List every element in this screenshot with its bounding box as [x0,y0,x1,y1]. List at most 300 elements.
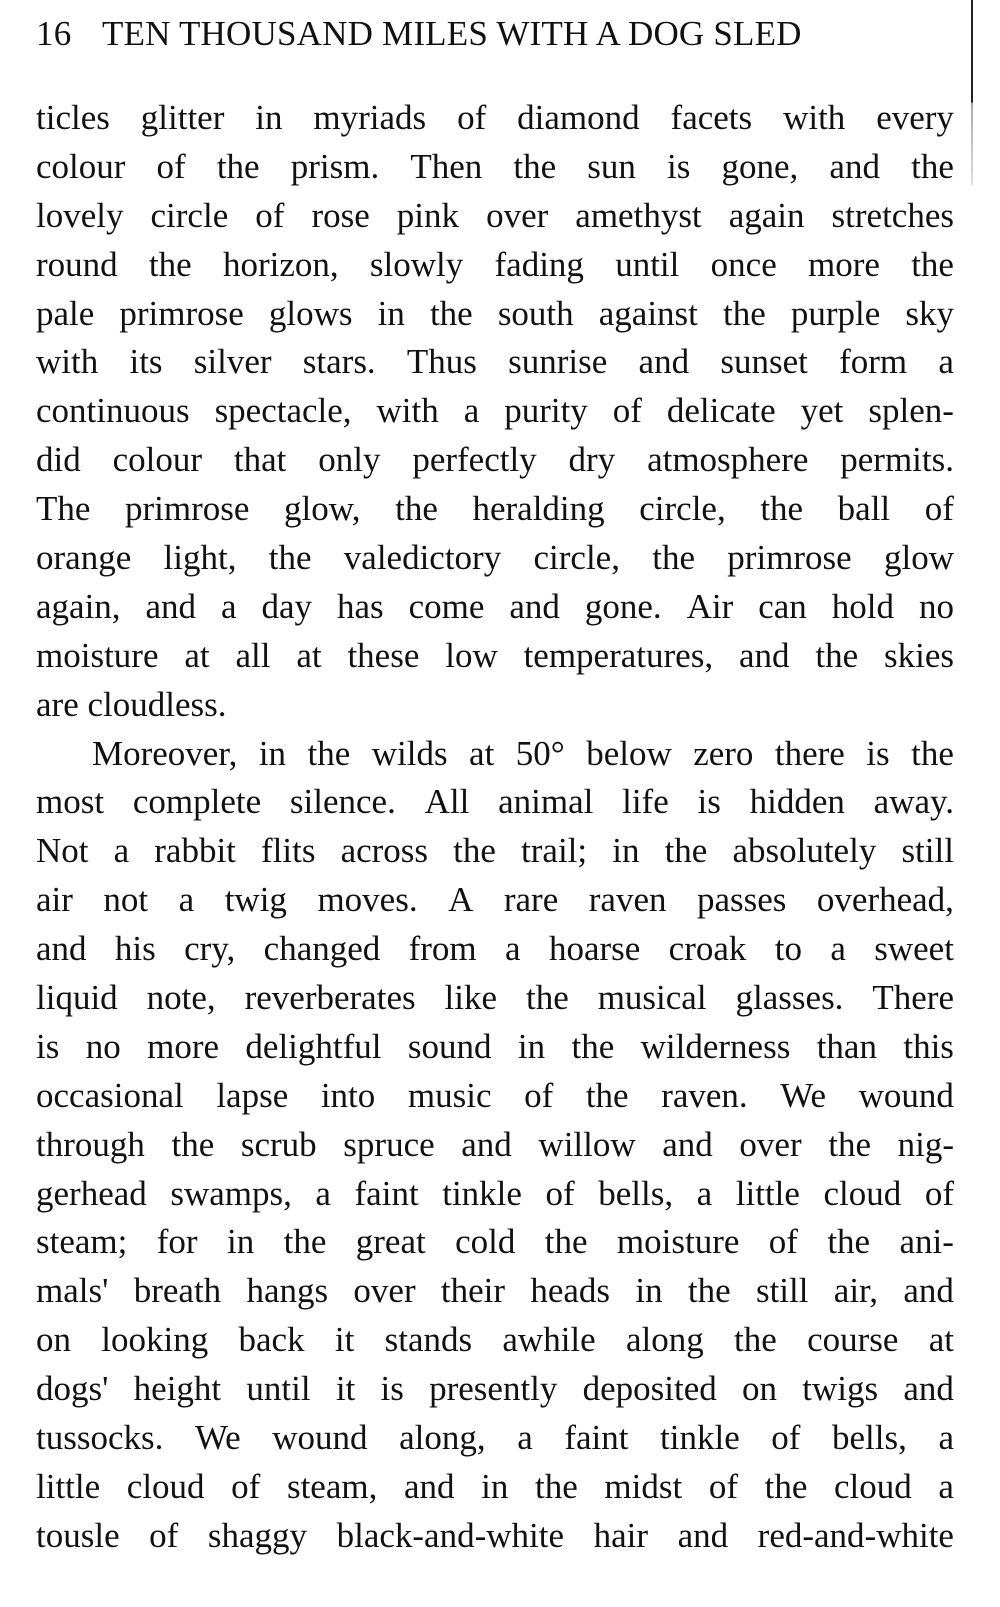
word: horizon, [222,244,339,284]
word: delicate [666,391,776,431]
word: at [184,635,210,675]
word: sunset [720,342,808,382]
book-page [36,14,954,1561]
text-line [36,876,954,925]
word: of [457,98,487,137]
word: still [901,831,954,871]
word: rabbit [154,831,236,871]
word: the [911,146,954,186]
word: at [296,635,322,675]
word: little [36,1466,101,1506]
word: that [233,440,287,480]
word: faint [354,1173,419,1213]
word: wilderness [640,1026,791,1066]
word: and [829,146,880,186]
word: heads [530,1271,611,1311]
word: absolutely [732,831,877,871]
word: tussocks. [36,1418,164,1458]
word: of [771,1418,801,1458]
word: than [816,1026,877,1066]
word: We [780,1075,827,1115]
word: the [911,733,954,773]
word: a [221,586,237,626]
word: a [113,831,130,871]
word: myriads [313,98,427,137]
text-line: are cloudless. [36,684,227,724]
word: life [622,782,669,822]
word: most [36,782,105,822]
word: temperatures, [523,635,714,675]
word: steam, [286,1466,378,1506]
word: atmosphere [647,440,809,480]
word: pale [36,293,95,333]
word: valedictory [343,538,502,578]
word: again [728,195,805,235]
word: in [517,1026,546,1066]
text-line [36,1365,954,1414]
word: the [828,1124,871,1164]
word: course [807,1320,899,1360]
word: a [178,880,195,920]
word: the [525,978,569,1018]
word: hoarse [548,929,641,969]
word: occasional [36,1075,184,1115]
word: the [764,1466,808,1506]
word: primrose [119,293,244,333]
word: Then [410,146,483,186]
word: once [710,244,777,284]
word: twig [224,880,287,920]
word: raven [588,880,667,920]
text-line [36,192,954,241]
text-line [36,387,954,436]
body-text [36,94,954,1561]
word: the [544,1222,588,1262]
word: Moreover, [92,733,238,773]
running-head-title: TEN THOUSAND MILES WITH A DOG SLED [102,14,802,53]
word: delightful [245,1026,382,1066]
word: no [918,586,954,626]
word: cold [455,1222,516,1262]
word: skies [883,635,954,675]
word: for [156,1222,198,1262]
word: changed [263,929,381,969]
word: raven. [661,1075,748,1115]
word: across [340,831,429,871]
word: has [337,586,384,626]
word: of [149,1515,179,1555]
word: and [903,1369,954,1409]
word: trail; [521,831,588,871]
word: Thus [406,342,477,382]
word: in [226,1222,255,1262]
word: away. [873,782,954,822]
word: moisture [36,635,159,675]
word: of [924,489,954,529]
word: primrose [727,538,852,578]
word: on [36,1320,71,1360]
word: the [535,1466,578,1506]
text-line [36,241,954,290]
text-line [36,1121,954,1170]
word: stands [384,1320,473,1360]
page-number: 16 [36,14,72,53]
word: cloud [126,1466,205,1506]
word: animal [498,782,594,822]
word: to [774,929,802,969]
word: along [625,1320,704,1360]
word: glasses. [735,978,844,1018]
word: of [768,1222,798,1262]
word: and [36,929,87,969]
word: light, [163,538,237,578]
word: a [315,1173,331,1213]
word: sunrise [508,342,608,382]
word: A [448,880,474,920]
text-line [36,1414,954,1463]
word: silence. [289,782,396,822]
word: the [687,1271,731,1311]
word: tinkle [660,1418,740,1458]
word: of [612,391,642,431]
word: sound [407,1026,492,1066]
word: note, [146,978,216,1018]
word: bells, [598,1173,674,1213]
word: along, [399,1418,486,1458]
word: overhead, [816,880,954,920]
word: the [395,489,438,529]
word: into [320,1075,376,1115]
word: There [872,978,954,1018]
word: in [258,733,287,773]
text-line [36,583,954,632]
word: glitter [140,98,225,137]
running-head [36,14,954,66]
word: again, [36,586,121,626]
word: musical [597,978,707,1018]
word: Not [36,831,89,871]
word: a [938,342,954,382]
word: scrub [240,1124,317,1164]
word: stars. [302,342,376,382]
word: a [463,391,480,431]
word: a [830,929,846,969]
word: moisture [616,1222,740,1262]
word: all [235,635,271,675]
word: from [408,929,477,969]
word: come [408,586,485,626]
word: over [353,1271,416,1311]
word: a [505,929,521,969]
text-line [36,1072,954,1121]
word: orange [36,538,132,578]
word: wound [858,1075,954,1115]
word: silver [193,342,272,382]
word: reverberates [244,978,416,1018]
word: this [903,1026,954,1066]
word: twigs [802,1369,879,1409]
word: the [664,831,708,871]
word: it [334,1320,355,1360]
word: tousle [36,1515,120,1555]
word: black-and-white [336,1515,565,1555]
word: only [318,440,381,480]
text-line [36,1267,954,1316]
word: the [734,1320,777,1360]
word: in [612,831,640,871]
word: at [928,1320,954,1360]
word: height [133,1369,222,1409]
word: until [615,244,680,284]
word: midst [604,1466,683,1506]
word: over [739,1124,802,1164]
word: permits. [840,440,954,480]
word: hangs [246,1271,329,1311]
word: amethyst [575,195,702,235]
word: gone, [721,146,799,186]
word: it [335,1369,356,1409]
word: below [586,733,672,773]
word: spectacle, [214,391,352,431]
word: every [876,98,954,137]
word: hidden [749,782,845,822]
word: bells, [832,1418,907,1458]
word: fading [494,244,584,284]
word: and [638,342,690,382]
word: of [255,195,285,235]
text-line [36,1170,954,1219]
word: is [866,733,890,773]
word: the [652,538,696,578]
text-line [36,827,954,876]
word: cry, [184,929,236,969]
word: against [598,293,698,333]
text-line [36,338,954,387]
text-line [36,632,954,681]
word: continuous [36,391,190,431]
word: colour [112,440,203,480]
word: glow, [284,489,361,529]
page-edge-shadow [971,0,973,185]
word: music [407,1075,492,1115]
word: hold [831,586,894,626]
word: is [667,146,691,186]
word: of [231,1466,261,1506]
word: willow [538,1124,636,1164]
word: ticles [36,98,110,137]
word: swamps, [170,1173,292,1213]
word: the [268,538,312,578]
word: more [147,1026,220,1066]
word: the [148,244,192,284]
word: dry [568,440,616,480]
text-line [36,436,954,485]
word: form [839,342,908,382]
word: heralding [472,489,605,529]
word: the [453,831,496,871]
word: of [924,1173,954,1213]
word: and [662,1124,713,1164]
word: the [216,146,260,186]
word: is [380,1369,404,1409]
word: We [194,1418,241,1458]
word: glow [884,538,954,578]
word: prism. [290,146,380,186]
text-line [36,94,954,143]
word: perfectly [412,440,537,480]
word: a [696,1173,713,1213]
word: wilds [371,733,448,773]
word: gone. [584,586,662,626]
word: colour [36,146,126,186]
word: like [444,978,498,1018]
word: not [103,880,149,920]
word: zero [693,733,754,773]
word: The [36,489,91,529]
word: tinkle [442,1173,522,1213]
word: in [635,1271,663,1311]
word: circle, [533,538,620,578]
word: day [261,586,313,626]
word: with [376,391,439,431]
text-line [36,485,954,534]
word: purity [504,391,588,431]
word: awhile [502,1320,596,1360]
word: steam; [36,1222,128,1262]
paragraph [36,94,954,730]
word: Air [686,586,734,626]
word: still [755,1271,809,1311]
word: complete [132,782,262,822]
word: slowly [369,244,464,284]
word: a [517,1418,533,1458]
word: in [255,98,283,137]
word: in [377,293,405,333]
word: low [445,635,498,675]
word: its [129,342,163,382]
text-line [36,778,954,827]
text-line [36,534,954,583]
word: wound [272,1418,368,1458]
word: faint [564,1418,629,1458]
text-line [36,1316,954,1365]
word: south [497,293,574,333]
word: red-and-white [757,1515,954,1555]
word: the [283,1222,327,1262]
word: air, [833,1271,879,1311]
word: is [36,1026,60,1066]
word: purple [790,293,881,333]
word: round [36,244,118,284]
word: sweet [874,929,954,969]
word: can [758,586,807,626]
word: hair [593,1515,648,1555]
word: and [903,1271,954,1311]
word: passes [696,880,787,920]
word: shaggy [207,1515,308,1555]
word: rose [311,195,370,235]
word: and [403,1466,455,1506]
word: moves. [317,880,418,920]
word: and [145,586,197,626]
word: cloud [833,1466,912,1506]
word: the [307,733,351,773]
word: the [171,1124,215,1164]
word: air [36,880,73,920]
word: these [347,635,420,675]
text-line [36,1463,954,1512]
word: there [774,733,845,773]
word: mals' [36,1271,109,1311]
paragraph [36,730,954,1561]
word: with [783,98,846,137]
word: on [742,1369,777,1409]
word: looking [101,1320,209,1360]
word: did [36,440,81,480]
word: is [697,782,721,822]
word: no [85,1026,121,1066]
word: sun [587,146,636,186]
word: stretches [831,195,954,235]
word: cloud [823,1173,902,1213]
text-line [36,974,954,1023]
word: ball [837,489,891,529]
word: the [723,293,766,333]
text-line [36,1512,954,1561]
word: circle [150,195,229,235]
word: more [808,244,880,284]
word: and [509,586,560,626]
word: over [486,195,549,235]
word: the [513,146,557,186]
word: lapse [216,1075,289,1115]
word: and [677,1515,729,1555]
word: breath [133,1271,222,1311]
text-line [36,1218,954,1267]
word: primrose [125,489,250,529]
word: his [114,929,156,969]
word: through [36,1124,145,1164]
word: and [461,1124,512,1164]
word: ani- [899,1222,954,1262]
word: and [738,635,790,675]
word: sky [905,293,954,333]
word: All [424,782,470,822]
word: a [938,1418,954,1458]
word: until [246,1369,311,1409]
text-line [36,290,954,339]
text-line [36,1023,954,1072]
word: the [585,1075,629,1115]
word: spruce [343,1124,435,1164]
word: glows [268,293,353,333]
word: circle, [639,489,726,529]
word: with [36,342,99,382]
word: lovely [36,195,124,235]
word: the [911,244,954,284]
text-line [36,730,954,779]
word: 50° [515,733,565,773]
word: gerhead [36,1173,147,1213]
word: their [440,1271,506,1311]
word: of [156,146,186,186]
word: pink [396,195,460,235]
word: the [815,635,859,675]
word: yet [800,391,844,431]
word: a [938,1466,954,1506]
word: at [469,733,495,773]
word: deposited [582,1369,717,1409]
